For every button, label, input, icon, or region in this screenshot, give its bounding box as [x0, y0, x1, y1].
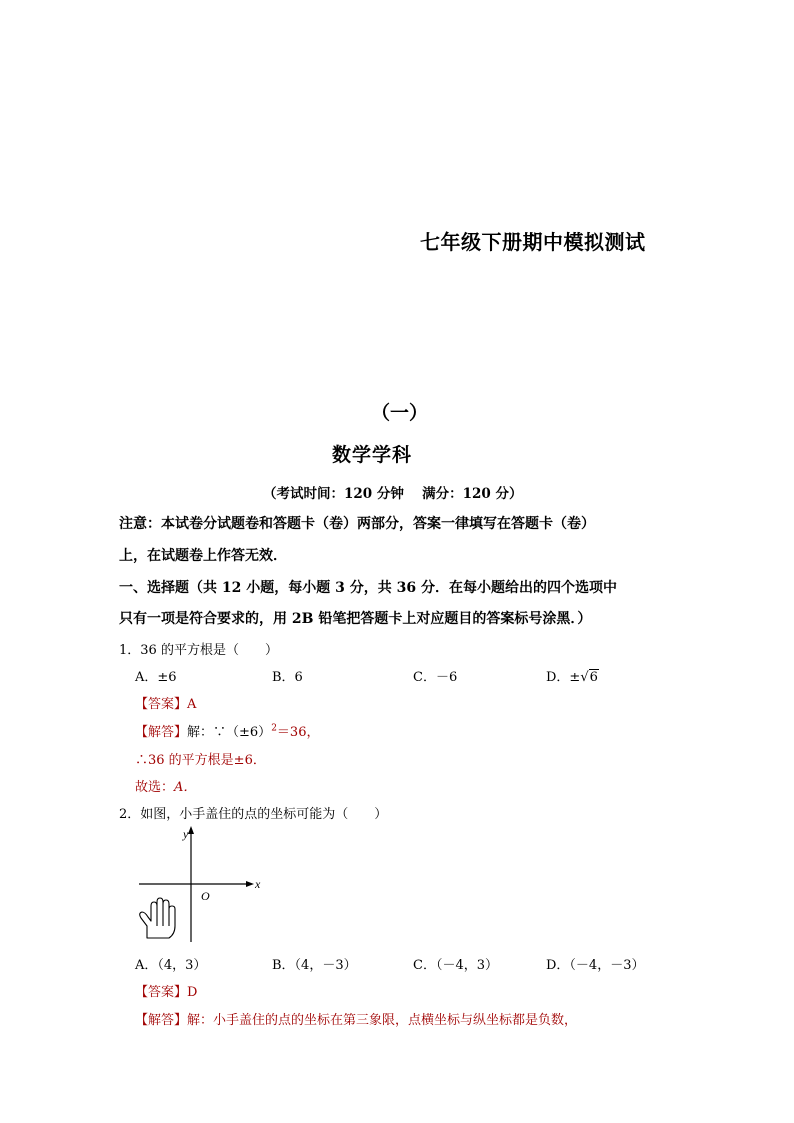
notice-line-1: 注意：本试卷分试题卷和答题卡（卷）两部分，答案一律填写在答题卡（卷） — [119, 516, 595, 532]
question-1-option-a: A．±6 — [135, 670, 177, 685]
question-1-stem: 1．36 的平方根是（ ） — [119, 643, 278, 658]
answer-tag: 【答案】 — [135, 697, 188, 712]
y-axis-label: y — [183, 827, 189, 841]
question-2-option-a: A．（4，3） — [135, 958, 207, 973]
question-1-solution-line-2: ∴36 的平方根是±6． — [135, 753, 266, 768]
option-d-prefix: D．± — [546, 670, 581, 685]
question-2-option-b: B．（4，－3） — [272, 958, 357, 973]
solution-suffix: ＝36， — [276, 725, 320, 740]
section-heading-line-2: 只有一项是符合要求的，用 2B 铅笔把答题卡上对应题目的答案标号涂黑．） — [119, 611, 592, 627]
question-1-answer — [135, 693, 196, 712]
y-axis-arrow — [188, 826, 194, 834]
question-2-answer — [135, 981, 197, 1000]
origin-label: O — [201, 889, 210, 903]
choice-value: A． — [174, 780, 197, 795]
solution-tag: 【解答】 — [135, 725, 188, 740]
coordinate-figure — [135, 822, 270, 946]
question-2-option-d: D．（－4，－3） — [546, 958, 645, 973]
exam-info: （考试时间：120 分钟 满分：120 分） — [263, 486, 523, 502]
x-axis-arrow — [246, 881, 254, 887]
solution-text: 解：小手盖住的点的坐标在第三象限，点横坐标与纵坐标都是负数， — [187, 1013, 578, 1028]
solution-tag: 【解答】 — [135, 1013, 188, 1028]
document-title: 七年级下册期中模拟测试 — [420, 230, 646, 254]
question-2-solution — [135, 1009, 577, 1028]
notice-line-2: 上，在试题卷上作答无效． — [119, 548, 287, 564]
x-axis-label: x — [255, 877, 261, 891]
answer-value: A — [187, 697, 197, 712]
question-1-solution-line-1 — [135, 721, 319, 740]
sqrt-symbol: √6 — [580, 670, 598, 685]
section-heading-line-1: 一、选择题（共 12 小题，每小题 3 分，共 36 分．在每小题给出的四个选项中 — [119, 580, 617, 596]
question-1-option-b: B．6 — [272, 670, 303, 685]
document-subject: 数学学科 — [332, 444, 413, 466]
question-1-choice — [135, 776, 196, 795]
answer-tag: 【答案】 — [135, 985, 188, 1000]
question-2-option-c: C．（－4，3） — [413, 958, 498, 973]
answer-value: D — [187, 985, 198, 1000]
question-1-option-c: C．－6 — [413, 670, 458, 685]
document-subtitle-number: （一） — [371, 402, 429, 424]
question-2-stem: 2．如图，小手盖住的点的坐标可能为（ ） — [119, 807, 388, 822]
hand-icon — [140, 898, 175, 938]
choice-prefix: 故选： — [135, 780, 175, 795]
question-1-option-d — [546, 666, 599, 685]
sqrt-radicand: 6 — [589, 670, 598, 685]
solution-exponent: 2 — [271, 723, 277, 734]
solution-prefix: 解：∵（±6） — [187, 725, 272, 740]
